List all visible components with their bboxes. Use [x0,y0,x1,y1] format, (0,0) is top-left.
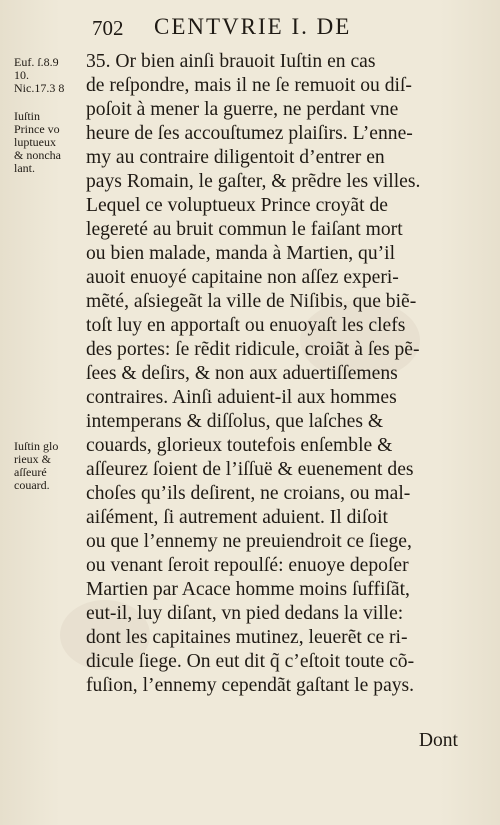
margin-note-line: Iuſtin [14,109,40,123]
text-line: heure de ſes accouſtumez plaiſirs. L’enne- [86,123,413,144]
text-line: 35. Or bien ainſi brauoit Iuſtin en cas [86,51,376,72]
text-line: Lequel ce voluptueux Prince croyãt de [86,195,388,216]
margin-note-justin-voluptuous [14,110,94,175]
text-line: dont les capitaines mutinez, leuerẽt ce ri- [86,627,408,648]
text-line: ou que l’ennemy ne preuiendroit ce ſiege, [86,531,412,552]
margin-note-line: couard. [14,478,50,492]
catchword: Dont [418,730,458,751]
margin-note-line: Nic.17.3 8 [14,81,65,95]
text-line: aſſeurez ſoient de l’iſſuë & euenement des [86,459,414,480]
margin-note-citation [14,56,94,95]
text-line: ou venant ſeroit repoulſé: enuoye depoſer [86,555,409,576]
text-line: ou bien malade, manda à Martien, qu’il [86,243,396,264]
text-line: mẽté, aſsiegeãt la ville de Niſibis, que biẽ- [86,291,417,312]
margin-note-line: aſſeuré [14,465,47,479]
text-line: legereté au bruit commun le faiſant mort [86,219,403,240]
text-line: Martien par Acace homme moins ſuffiſãt, [86,579,410,600]
text-line: ſees & deſirs, & non aux aduertiſſemens [86,363,398,384]
text-line: contraires. Ainſi aduient-il aux hommes [86,387,397,408]
text-line: des portes: ſe rẽdit ridicule, croiãt à ſes pẽ- [86,339,420,360]
margin-note-line: Prince vo [14,122,60,136]
text-line: eut-il, luy diſant, vn pied dedans la ville: [86,603,404,624]
page-header [92,14,472,42]
text-line: auoit enuoyé capitaine non aſſez experi- [86,267,399,288]
margin-note-line: lant. [14,161,35,175]
text-line: de reſpondre, mais il ne ſe remuoit ou diſ- [86,75,412,96]
margin-note-line: rieux & [14,452,51,466]
text-line: intemperans & diſſolus, que laſches & [86,411,384,432]
text-line: couards, glorieux toutefois enſemble & [86,435,393,456]
text-line: my au contraire diligentoit d’entrer en [86,147,385,168]
text-line: dicule ſiege. On eut dit q̃ c’eſtoit toute cõ- [86,651,415,672]
margin-note-line: 10. [14,68,29,82]
text-line: pays Romain, le gaſter, & prẽdre les villes. [86,171,421,192]
running-title: CENTVRIE I. DE [154,14,352,39]
text-line: poſoit à mener la guerre, ne perdant vne [86,99,399,120]
margin-note-line: & noncha [14,148,61,162]
text-line: fuſion, l’ennemy cependãt gaſtant le pays. [86,675,415,696]
margin-note-line: Euf. ſ.8.9 [14,55,59,69]
margin-note-line: Iuſtin glo [14,439,59,453]
text-line: toſt luy en apportaſt ou enuoyaſt les clefs [86,315,406,336]
main-text-block [86,50,458,698]
margin-note-justin-glorious [14,440,94,492]
text-line: choſes qu’ils deſirent, ne croians, ou mal- [86,483,411,504]
page-number: 702 [92,16,124,40]
text-line: aiſément, ſi autrement aduient. Il diſoit [86,507,388,528]
margin-note-line: luptueux [14,135,56,149]
